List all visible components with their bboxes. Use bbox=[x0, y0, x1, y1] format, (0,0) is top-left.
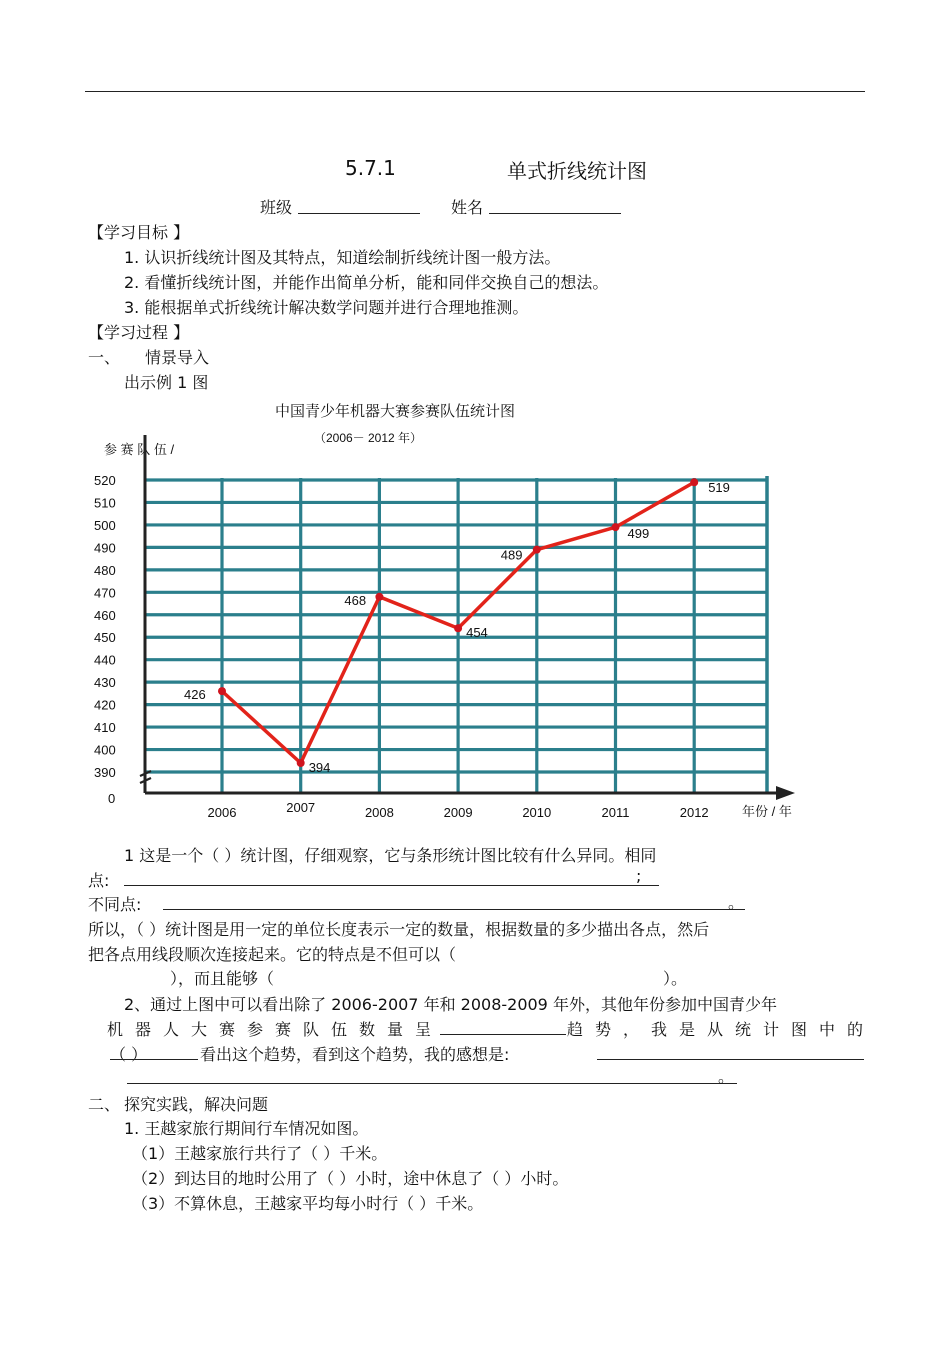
x-tick-label: 2012 bbox=[679, 805, 709, 820]
q1-and-end: ）。 bbox=[663, 969, 688, 988]
y-axis-label: 参 赛 队 伍 / bbox=[104, 442, 175, 457]
y-tick-label: 470 bbox=[94, 585, 116, 601]
data-label: 468 bbox=[344, 592, 367, 608]
q2-line3a: （ ） bbox=[110, 1045, 148, 1064]
doc-number: 5.7.1 bbox=[345, 156, 396, 180]
goals-header: 【学习目标 】 bbox=[88, 223, 190, 242]
data-point bbox=[612, 523, 620, 531]
chart-subtitle: （2006－ 2012 年） bbox=[313, 431, 423, 445]
x-tick-label: 2008 bbox=[364, 805, 394, 820]
x-axis-label: 年份 / 年 bbox=[742, 804, 792, 819]
diff-point-blank[interactable] bbox=[163, 909, 745, 910]
data-point bbox=[218, 687, 226, 695]
section1-title: 情景导入 bbox=[145, 348, 210, 367]
q1-same-end: ; bbox=[636, 866, 642, 885]
header-rule bbox=[85, 91, 865, 92]
section2-title: 探究实践，解决问题 bbox=[124, 1095, 269, 1114]
q2-line3b: 看出这个趋势，看到这个趋势，我的感想是: bbox=[200, 1045, 510, 1064]
y-tick-label: 440 bbox=[94, 652, 116, 668]
data-label: 426 bbox=[184, 687, 206, 703]
y-tick-label: 390 bbox=[94, 765, 116, 780]
q1-line1: 1 这是一个（ ）统计图，仔细观察，它与条形统计图比较有什么异同。相同 bbox=[124, 846, 657, 865]
source-blank[interactable] bbox=[110, 1059, 198, 1060]
data-label: 499 bbox=[627, 526, 650, 542]
class-blank[interactable] bbox=[298, 213, 420, 214]
practice-item: （2）到达目的地时公用了（ ）小时，途中休息了（ ）小时。 bbox=[132, 1169, 569, 1188]
y-tick-label: 460 bbox=[94, 607, 116, 623]
same-point-blank[interactable] bbox=[124, 885, 659, 886]
y-tick-label: 480 bbox=[94, 562, 116, 578]
x-tick-label: 2009 bbox=[443, 805, 473, 820]
data-label: 489 bbox=[500, 547, 523, 563]
y-tick-label: 410 bbox=[94, 720, 116, 736]
q1-connect-line: 把各点用线段顺次连接起来。它的特点是不但可以（ bbox=[88, 945, 457, 964]
practice-item: （1）王越家旅行共行了（ ）千米。 bbox=[132, 1144, 388, 1163]
q2-line4-end: 。 bbox=[718, 1067, 735, 1086]
data-label: 519 bbox=[708, 480, 730, 496]
goal-item: 1. 认识折线统计图及其特点，知道绘制折线统计图一般方法。 bbox=[124, 248, 561, 267]
y-tick-label: 520 bbox=[94, 473, 116, 488]
y-tick-label: 510 bbox=[94, 495, 116, 511]
data-point bbox=[690, 478, 698, 486]
y-tick-label: 420 bbox=[94, 697, 116, 713]
data-point bbox=[375, 593, 383, 601]
y-tick-label: 500 bbox=[94, 517, 116, 533]
x-tick-label: 2010 bbox=[522, 805, 552, 820]
y-tick-label: 450 bbox=[94, 630, 116, 646]
show-example: 出示例 1 图 bbox=[124, 373, 209, 392]
practice-item: 1. 王越家旅行期间行车情况如图。 bbox=[124, 1119, 369, 1138]
y-tick-label: 400 bbox=[94, 742, 116, 758]
x-tick-label: 2007 bbox=[286, 800, 316, 815]
name-label: 姓名 bbox=[451, 198, 484, 217]
line-chart bbox=[0, 395, 950, 835]
q2-line2a: 机器人大赛参赛队伍数量呈 bbox=[107, 1020, 444, 1039]
y-zero-label: 0 bbox=[108, 791, 116, 806]
q1-and-line: ），而且能够（ bbox=[170, 969, 275, 988]
x-tick-label: 2006 bbox=[207, 805, 237, 820]
feeling-blank[interactable] bbox=[597, 1059, 864, 1060]
data-point bbox=[533, 546, 541, 554]
q1-so-line: 所以，（ ）统计图是用一定的单位长度表示一定的数量，根据数量的多少描出各点，然后 bbox=[88, 920, 710, 939]
q2-line2b: 趋势，我是从统计图中的 bbox=[567, 1020, 876, 1039]
x-axis-arrow bbox=[776, 786, 795, 800]
y-tick-label: 430 bbox=[94, 675, 116, 691]
data-point bbox=[297, 759, 305, 767]
feeling-blank-2[interactable] bbox=[127, 1083, 737, 1084]
y-tick-label: 490 bbox=[94, 540, 116, 556]
practice-item: （3）不算休息，王越家平均每小时行（ ）千米。 bbox=[132, 1194, 484, 1213]
x-tick-label: 2011 bbox=[601, 805, 630, 820]
section1-num: 一、 bbox=[88, 348, 121, 367]
section2-num: 二、 bbox=[88, 1095, 121, 1114]
q1-same-label: 点: bbox=[88, 871, 110, 890]
data-point bbox=[454, 624, 462, 632]
q1-diff-end: 。 bbox=[728, 893, 745, 912]
goal-item: 3. 能根据单式折线统计解决数学问题并进行合理地推测。 bbox=[124, 298, 529, 317]
name-blank[interactable] bbox=[489, 213, 621, 214]
doc-title: 单式折线统计图 bbox=[507, 159, 647, 183]
class-label: 班级 bbox=[260, 198, 293, 217]
data-label: 394 bbox=[308, 760, 331, 776]
trend-blank[interactable] bbox=[440, 1034, 566, 1035]
chart-title: 中国青少年机器大赛参赛队伍统计图 bbox=[274, 403, 516, 420]
q2-line1: 2、通过上图中可以看出除了 2006-2007 年和 2008-2009 年外，其他年份参加中国青少年 bbox=[124, 995, 777, 1014]
q1-diff-label: 不同点: bbox=[88, 895, 142, 914]
data-label: 454 bbox=[466, 625, 488, 641]
goal-item: 2. 看懂折线统计图，并能作出简单分析，能和同伴交换自己的想法。 bbox=[124, 273, 609, 292]
process-header: 【学习过程 】 bbox=[88, 323, 190, 342]
